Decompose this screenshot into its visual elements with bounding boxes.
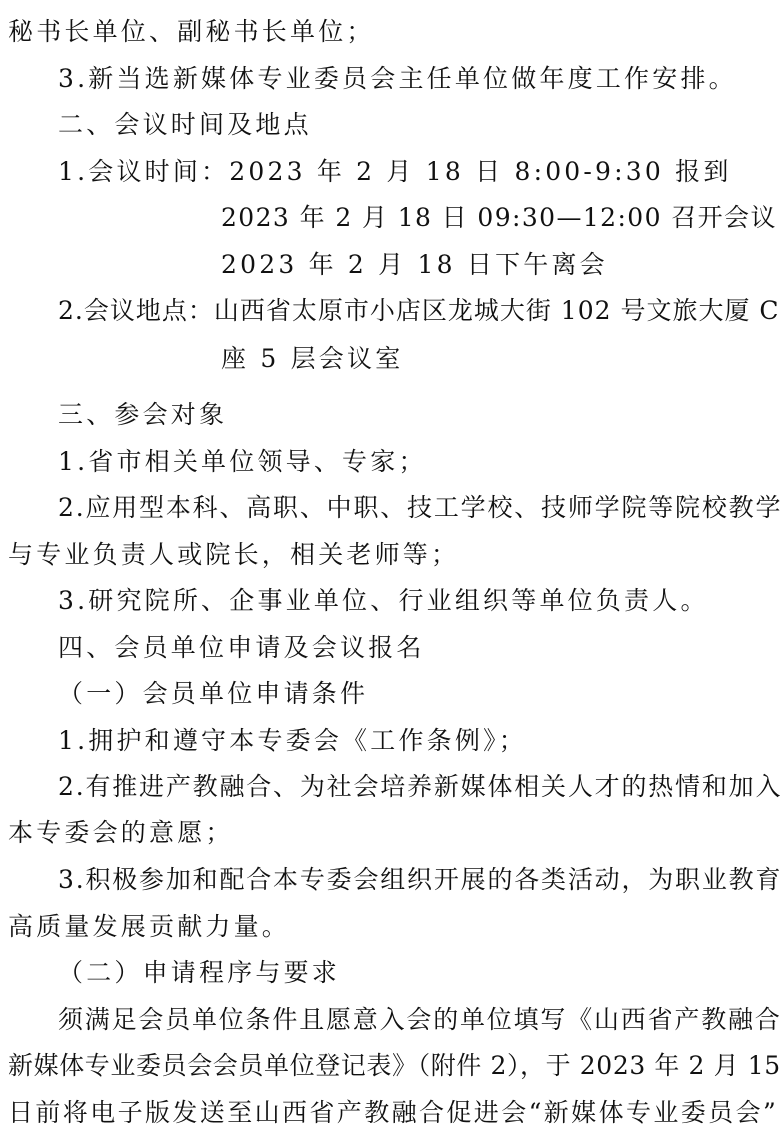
subsection-heading: （二）申请程序与要求 xyxy=(58,958,341,987)
text-line: 2.会议地点：山西省太原市小店区龙城大街 102 号文旅大厦 C xyxy=(58,296,780,325)
subsection-heading: （一）会员单位申请条件 xyxy=(58,679,369,708)
section-heading: 三、参会对象 xyxy=(58,400,228,429)
text-line: 2.有推进产教融合、为社会培养新媒体相关人才的热情和加入 xyxy=(58,772,783,801)
text-line: 1.会议时间：2023 年 2 月 18 日 8:00-9:30 报到 xyxy=(58,157,732,186)
text-line: 1.省市相关单位领导、专家； xyxy=(58,447,427,476)
text-line: 2.应用型本科、高职、中职、技工学校、技师学院等院校教学 xyxy=(58,493,783,522)
text-line: 座 5 层会议室 xyxy=(221,344,404,373)
text-line: 2023 年 2 月 18 日 09:30—12:00 召开会议 xyxy=(221,203,777,232)
text-line: 日前将电子版发送至山西省产教融合促进会“新媒体专业委员会” xyxy=(8,1098,779,1127)
text-line: 高质量发展贡献力量。 xyxy=(8,912,291,941)
text-line: 本专委会的意愿； xyxy=(8,818,234,847)
text-line: 3.研究院所、企事业单位、行业组织等单位负责人。 xyxy=(58,586,709,615)
text-line: 1.拥护和遵守本专委会《工作条例》； xyxy=(58,726,527,755)
text-line: 3.新当选新媒体专业委员会主任单位做年度工作安排。 xyxy=(58,64,737,93)
text-line: 须满足会员单位条件且愿意入会的单位填写《山西省产教融合 xyxy=(58,1005,782,1034)
text-line: 秘书长单位、副秘书长单位； xyxy=(8,17,375,46)
section-heading: 四、会员单位申请及会议报名 xyxy=(58,633,425,662)
text-line: 与专业负责人或院长，相关老师等； xyxy=(8,540,460,569)
text-line: 新媒体专业委员会会员单位登记表》（附件 2），于 2023 年 2 月 15 xyxy=(8,1051,781,1080)
text-line: 3.积极参加和配合本专委会组织开展的各类活动，为职业教育 xyxy=(58,865,783,894)
text-line: 2023 年 2 月 18 日下午离会 xyxy=(221,250,608,279)
section-heading: 二、会议时间及地点 xyxy=(58,110,312,139)
